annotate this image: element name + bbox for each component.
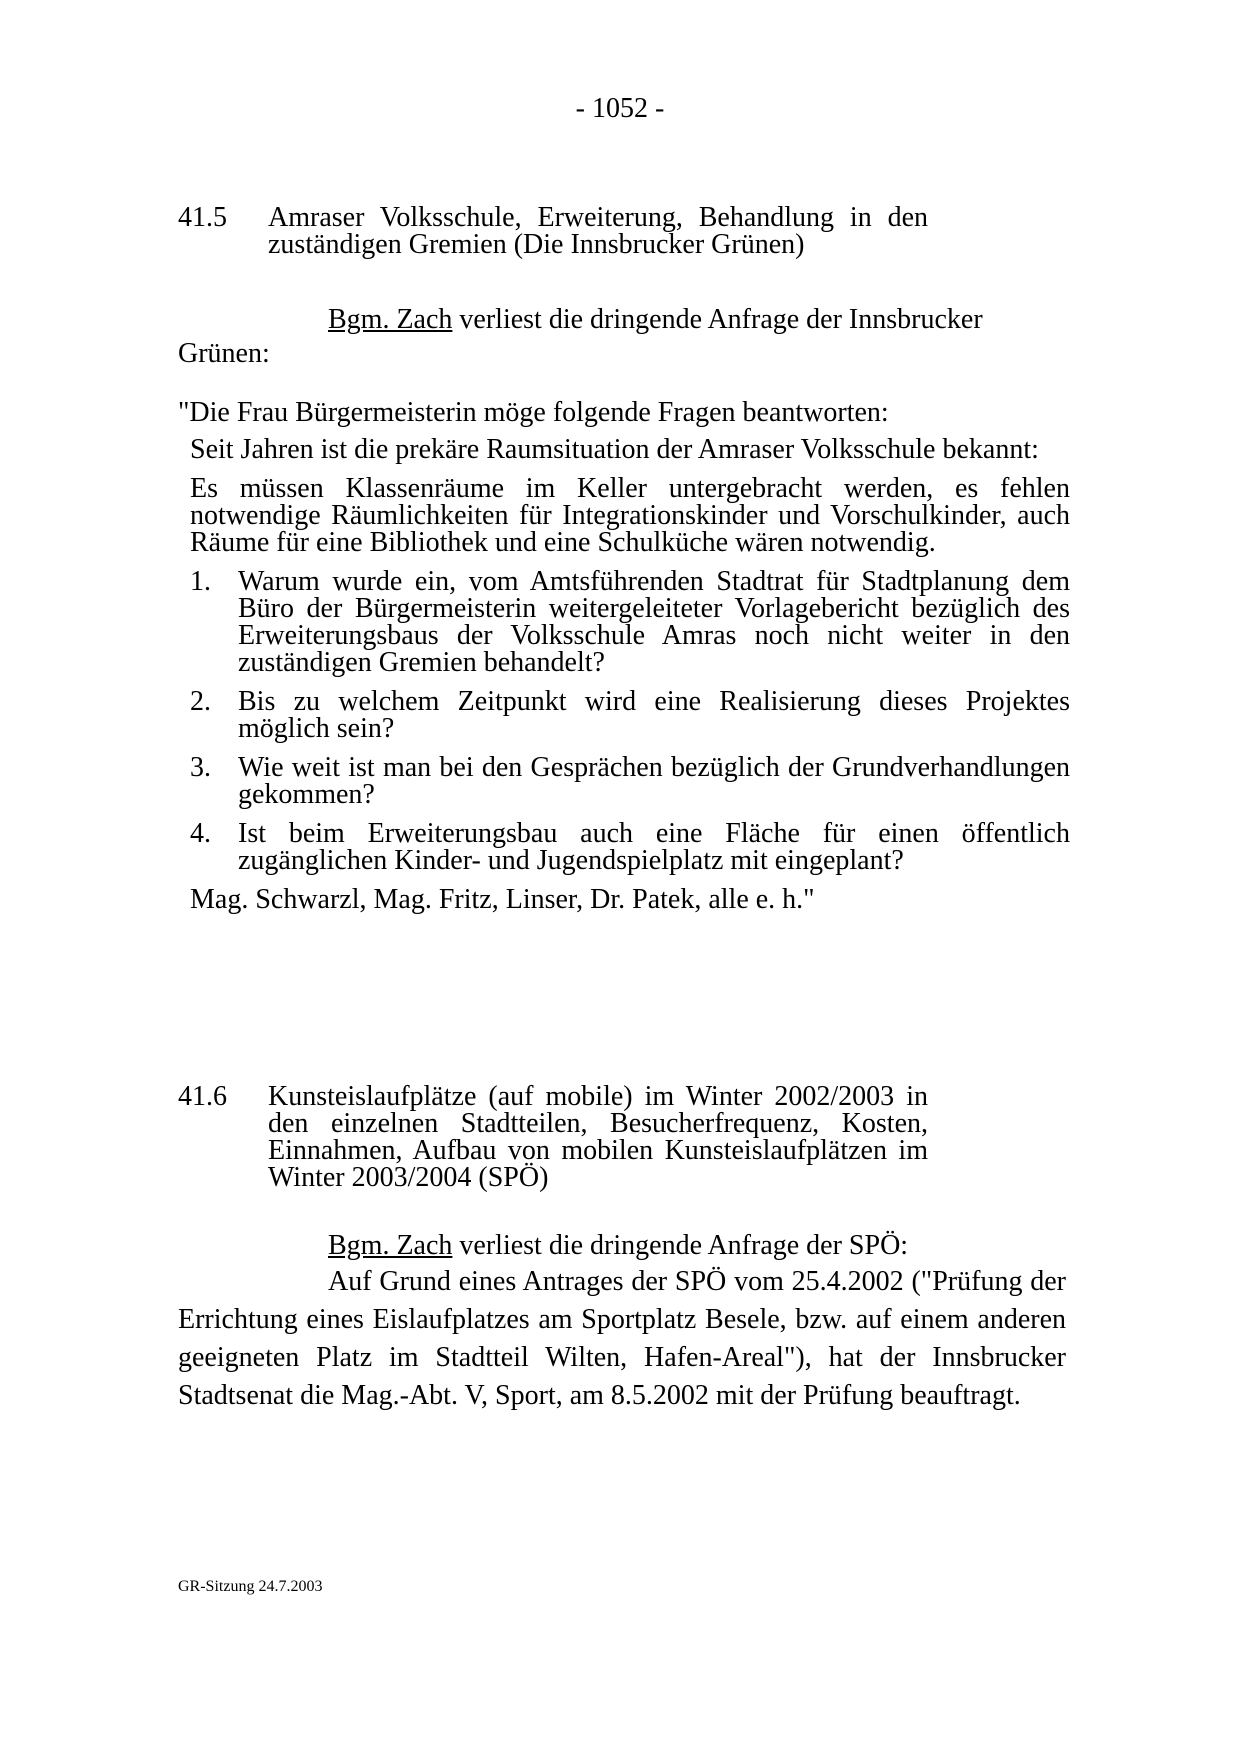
section-title: Kunsteislaufplätze (auf mobile) im Winter 2002/2003 in den einzelnen Stadtteilen, Besucherfrequenz, Kosten, Einnahmen, Aufbau von mobilen Kunsteislaufplätzen im Winter 2003/2004 (SPÖ) bbox=[268, 1081, 928, 1193]
question-number: 1. bbox=[190, 566, 211, 597]
intro-line bbox=[178, 303, 1078, 371]
page-number: - 1052 - bbox=[575, 93, 665, 124]
question-item bbox=[190, 754, 1070, 808]
section-number: 41.6 bbox=[178, 1081, 227, 1112]
question-text: Bis zu welchem Zeitpunkt wird eine Realisierung dieses Projektes möglich sein? bbox=[238, 686, 1070, 744]
section-title: Amraser Volksschule, Erweiterung, Behandlung in den zuständigen Gremien (Die Innsbrucker Grünen) bbox=[268, 202, 928, 260]
question-number: 3. bbox=[190, 752, 211, 783]
question-item bbox=[190, 688, 1070, 742]
question-number: 2. bbox=[190, 686, 211, 717]
intro-text: verliest die dringende Anfrage der Innsbrucker bbox=[459, 304, 983, 335]
question-item bbox=[190, 568, 1070, 676]
question-text: Warum wurde ein, vom Amtsführenden Stadtrat für Stadtplanung dem Büro der Bürgermeisterin weitergeleiteter Vorlagebericht bezüglich des Erweiterungsbaus der Volksschule Amras noch nicht weiter in den zuständigen Gremien behandelt? bbox=[238, 566, 1070, 678]
question-text: Ist beim Erweiterungsbau auch eine Fläche für einen öffentlich zugänglichen Kinder- und Jugendspielplatz mit eingeplant? bbox=[238, 818, 1070, 876]
body-text: Auf Grund eines Antrages der SPÖ vom 25.4.2002 ("Prüfung der Errichtung eines Eislaufplatzes am Sportplatz Besele, bzw. auf einem anderen geeigneten Platz im Stadtteil Wilten, Hafen-Areal"), hat der Innsbrucker Stadtsenat die Mag.-Abt. V, Sport, am 8.5.2002 mit der Prüfung beauftragt. bbox=[178, 1266, 1066, 1411]
question-number: 4. bbox=[190, 818, 211, 849]
signatures: Mag. Schwarzl, Mag. Fritz, Linser, Dr. Patek, alle e. h." bbox=[190, 884, 815, 915]
section-41-5 bbox=[178, 204, 1078, 925]
speaker-name: Bgm. Zach bbox=[328, 1230, 453, 1261]
section-heading bbox=[178, 1083, 1078, 1191]
question-list bbox=[190, 568, 1070, 874]
quote-opening: "Die Frau Bürgermeisterin möge folgende Fragen beantworten: bbox=[178, 397, 889, 428]
section-number: 41.5 bbox=[178, 202, 227, 233]
section-41-6 bbox=[178, 1083, 1078, 1415]
question-text: Wie weit ist man bei den Gesprächen bezüglich der Grundverhandlungen gekommen? bbox=[238, 752, 1070, 810]
intro-line bbox=[178, 1229, 1078, 1263]
body-paragraph bbox=[178, 1263, 1066, 1415]
intro-continuation: Grünen: bbox=[178, 338, 270, 369]
quote-paragraph: Es müssen Klassenräume im Keller untergebracht werden, es fehlen notwendige Räumlichkeiten für Integrationskinder und Vorschulkinder, auch Räume für eine Bibliothek und eine Schulküche wären notwendig. bbox=[190, 473, 1070, 558]
quote-paragraph: Seit Jahren ist die prekäre Raumsituation der Amraser Volksschule bekannt: bbox=[190, 434, 1039, 465]
intro-text: verliest die dringende Anfrage der SPÖ: bbox=[459, 1230, 909, 1261]
quote-block bbox=[178, 436, 1070, 913]
footer-session-date: GR-Sitzung 24.7.2003 bbox=[178, 1578, 323, 1595]
section-heading bbox=[178, 204, 1078, 258]
speaker-name: Bgm. Zach bbox=[328, 304, 453, 335]
question-item bbox=[190, 820, 1070, 874]
